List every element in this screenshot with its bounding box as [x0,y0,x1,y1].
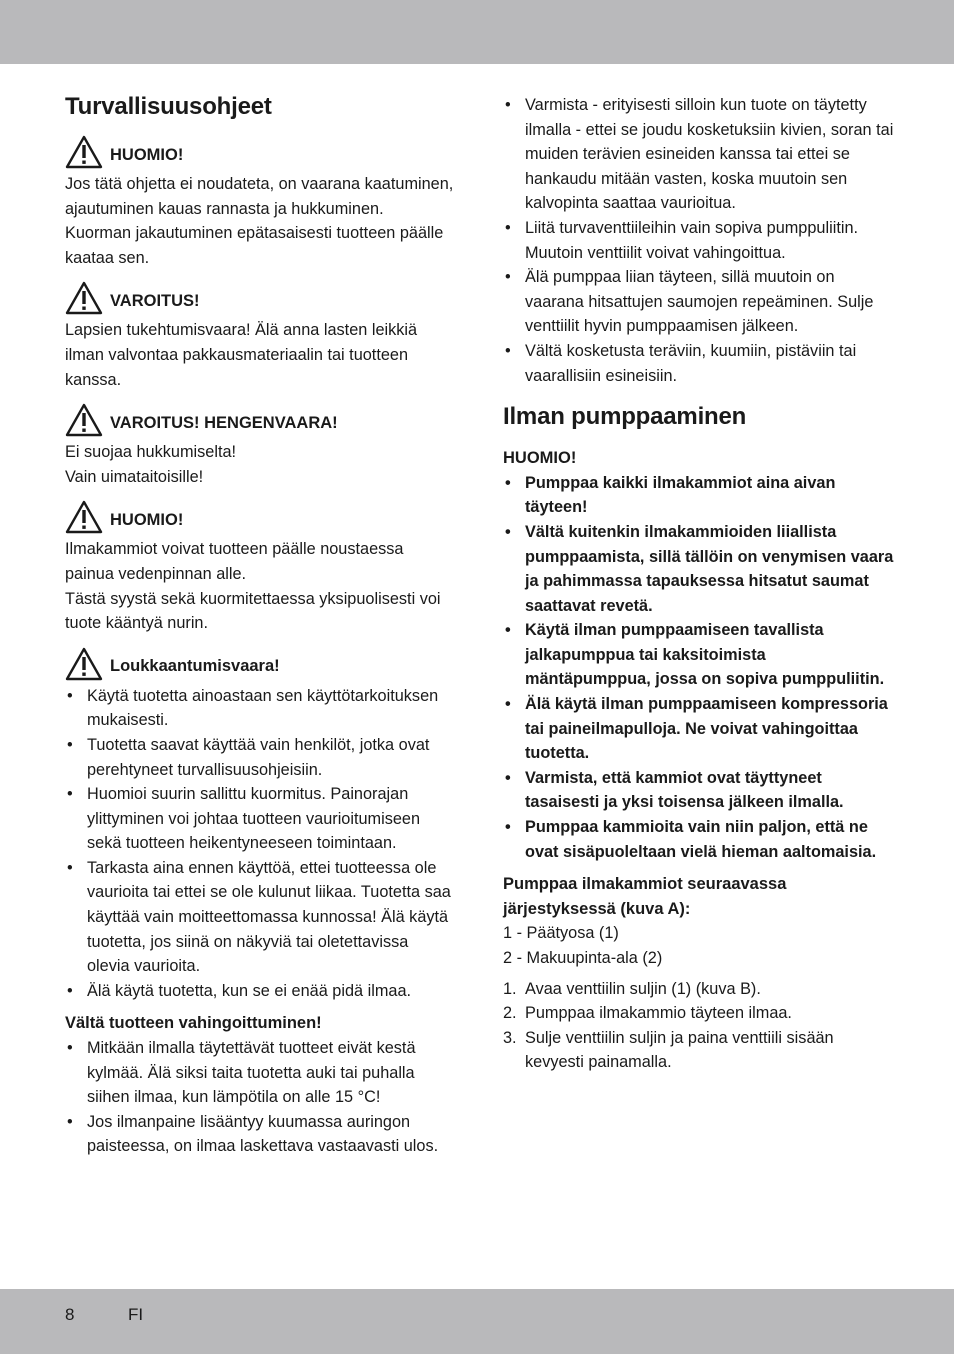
paragraph: Lapsien tukehtumisvaara! Älä anna lasten leikkiä ilman valvontaa pakkausmateriaalin tai tuotteen kanssa. [65,321,418,389]
list-item: • Vältä kosketusta teräviin, kuumiin, pistäviin tai vaarallisiin esineisiin. [503,339,895,388]
list-item: • Varmista, että kammiot ovat täyttyneet tasaisesti ja yksi toisensa jälkeen ilmalla. [503,766,895,815]
list-item: • Huomioi suurin sallittu kuormitus. Painorajan ylittyminen voi johtaa tuotteen vaurioitumiseen sekä tuotteen heikentyneeseen toimintaan. [65,782,455,856]
steps-list [503,977,895,1075]
warning-huomio-2 [65,499,455,535]
right-column [503,93,895,1075]
step-text: Pumppaa ilmakammio täyteen ilmaa. [525,1004,792,1023]
order-line: 2 - Makuupinta-ala (2) [503,949,663,967]
header-bar [0,0,954,64]
warning-label: VAROITUS! [110,292,200,311]
warning-huomio-1 [65,134,455,170]
left-column [65,90,455,1161]
warning-triangle-icon [65,135,103,169]
list-item: • Jos ilmanpaine lisääntyy kuumassa auringon paisteessa, on ilmaa laskettava vastaavasti ulos. [65,1110,455,1159]
warning-triangle-icon [65,281,103,315]
language-code: FI [128,1305,144,1324]
list-item: • Vältä kuitenkin ilmakammioiden liiallista pumppaamista, sillä tällöin on venymisen vaara ja pahimmassa tapauksessa hitsatut saumat saattavat revetä. [503,520,895,618]
paragraph: Tästä syystä sekä kuormitettaessa yksipuolisesti voi tuote kääntyä nurin. [65,589,441,633]
list-item: • Pumppaa kammioita vain niin paljon, että ne ovat sisäpuoleltaan vielä hieman aaltomaisia. [503,815,895,864]
safety-list-continued [503,93,895,388]
damage-heading: Vältä tuotteen vahingoittuminen! [65,1014,322,1033]
injury-list [65,684,455,1004]
warning-label: HUOMIO! [110,145,184,164]
paragraph: Kuorman jakautuminen epätasaisesti tuotteen päälle kaataa sen. [65,224,444,267]
paragraph: Jos tätä ohjetta ei noudateta, on vaarana kaatuminen, ajautuminen kauas rannasta ja hukkuminen. [65,175,454,218]
warning-varoitus [65,280,455,316]
warning-label: VAROITUS! HENGENVAARA! [110,413,338,432]
warning-label: HUOMIO! [110,511,184,530]
page-number: 8 [65,1305,75,1324]
section-title-safety: Turvallisuusohjeet [65,93,272,120]
warning-triangle-icon [65,500,103,534]
step-item [503,977,895,1002]
warning-triangle-icon [65,403,103,437]
list-item: • Liitä turvaventtiileihin vain sopiva pumppuliitin. Muutoin venttiilit voivat vahingoittua. [503,216,895,265]
order-heading: Pumppaa ilmakammiot seuraavassa järjestyksessä (kuva A): [503,875,787,918]
list-item: • Käytä tuotetta ainoastaan sen käyttötarkoituksen mukaisesti. [65,684,455,733]
warning-loukkaantumisvaara [65,646,455,682]
pumping-notes-list [503,471,895,865]
step-number: 3. [503,1028,517,1047]
step-number: 1. [503,979,517,998]
warning-triangle-icon [65,647,103,681]
list-item: • Tuotetta saavat käyttää vain henkilöt, jotka ovat perehtyneet turvallisuusohjeisiin. [65,733,455,782]
step-number: 2. [503,1004,517,1023]
list-item: • Tarkasta aina ennen käyttöä, ettei tuotteessa ole vaurioita tai ettei se ole kulunut liikaa. Tuotetta saa käyttää vain moitteettomassa kunnossa! Älä käytä tuotetta, jos siinä on näkyviä tai oletettavissa olevia vaurioita. [65,856,455,979]
list-item: • Mitkään ilmalla täytettävät tuotteet eivät kestä kylmää. Älä siksi taita tuotetta auki tai puhalla siihen ilmaa, kun lämpötila on alle 15 °C! [65,1036,455,1110]
paragraph: Ei suojaa hukkumiselta! [65,443,237,462]
step-item [503,1001,895,1026]
warning-hengenvaara [65,402,455,438]
damage-list [65,1036,455,1159]
order-line: 1 - Päätyosa (1) [503,924,619,943]
list-item: • Älä pumppaa liian täyteen, sillä muutoin on vaarana hitsattujen saumojen repeäminen. Sulje venttiilit hyvin pumppaamisen jälkeen. [503,265,895,339]
step-text: Sulje venttiilin suljin ja paina venttiili sisään kevyesti painamalla. [525,1028,834,1072]
list-item: • Käytä ilman pumppaamiseen tavallista jalkapumppua tai kaksitoimista mäntäpumppua, jossa on sopiva pumppuliitin. [503,618,895,692]
section-title-pumping: Ilman pumppaaminen [503,403,747,431]
huomio-label: HUOMIO! [503,449,577,468]
paragraph: Ilmakammiot voivat tuotteen päälle noustaessa painua vedenpinnan alle. [65,540,404,583]
list-item: • Älä käytä tuotetta, kun se ei enää pidä ilmaa. [65,979,455,1004]
paragraph: Vain uimataitoisille! [65,467,204,486]
list-item: • Älä käytä ilman pumppaamiseen kompressoria tai paineilmapulloja. Ne voivat vahingoittaa tuotetta. [503,692,895,766]
step-item [503,1026,895,1075]
step-text: Avaa venttiilin suljin (1) (kuva B). [525,979,761,998]
warning-label: Loukkaantumisvaara! [110,657,280,676]
list-item: • Pumppaa kaikki ilmakammiot aina aivan täyteen! [503,471,895,520]
list-item: • Varmista - erityisesti silloin kun tuote on täytetty ilmalla - ettei se joudu kosketuksiin kivien, soran tai muiden terävien esineiden kanssa tai ettei se hankaudu mitään vasten, koska muutoin sen kalvopinta saattaa vaurioitua. [503,93,895,216]
